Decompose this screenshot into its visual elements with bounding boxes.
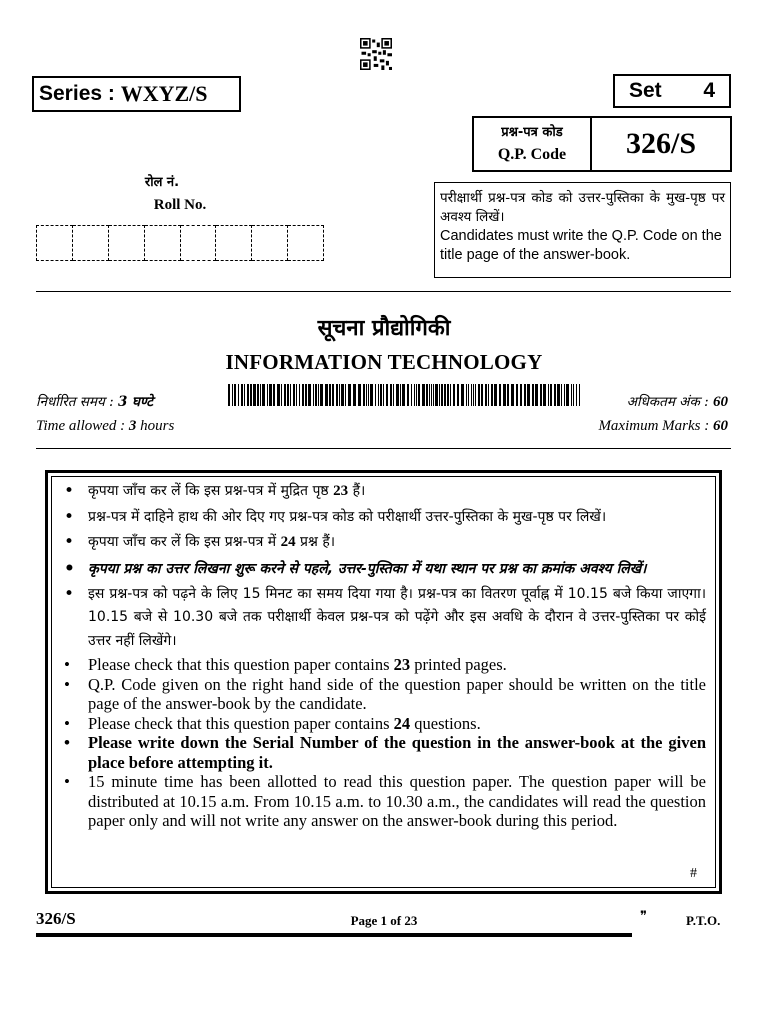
instruction-text: Please check that this question paper contains [88,655,394,674]
time-en-unit: hours [136,418,175,434]
time-en-label: Time allowed : [36,418,129,434]
marks-hi-value: 60 [713,394,728,410]
time-allowed-english [36,418,174,435]
candidate-instruction-box [434,182,731,278]
set-label: Set [629,79,662,102]
instruction-item [60,506,706,530]
qp-code-box [472,116,732,172]
set-box [613,74,731,108]
roll-number-grid [36,225,324,261]
time-hi-label: निर्धारित समय : [36,394,118,410]
roll-cell[interactable] [216,225,252,261]
max-marks-english [598,418,728,435]
instruction-text: कृपया जाँच कर लें कि इस प्रश्न-पत्र में [88,534,281,550]
instruction-item [60,675,706,714]
barcode-icon [228,384,580,406]
instruction-text: प्रश्न हैं। [295,534,336,550]
roll-label-english: Roll No. [153,197,207,213]
instruction-text: Please check that this question paper contains [88,713,394,733]
time-allowed-hindi [36,392,153,410]
marks-hi-label: अधिकतम अंक : [626,394,713,410]
qr-code-icon [360,38,392,70]
roll-label-hindi: रोल नं. [144,175,180,190]
qp-code-label-english: Q.P. Code [497,146,567,163]
instruction-english: Candidates must write the Q.P. Code on the title page of the answer-book. [440,228,722,263]
instruction-text: 15 minute time has been allotted to read this question paper. The question paper will be distributed at 10.15 a.m. From 10.15 a.m. to 10.30 a.m., the candidates will read the question paper only and will not write any answer on the answer-book during this period. [88,772,706,830]
instruction-text: printed pages. [410,655,507,674]
series-label: Series : [39,82,115,105]
max-marks-hindi [627,392,728,411]
instruction-item [60,714,706,734]
instruction-number: 23 [333,483,349,499]
divider [36,291,731,292]
roll-cell[interactable] [145,225,181,261]
roll-cell[interactable] [181,225,217,261]
roll-cell[interactable] [73,225,109,261]
qp-code-label-hindi: प्रश्न-पत्र कोड [501,125,563,140]
instruction-text: कृपया प्रश्न का उत्तर लिखना शुरू करने से पहले, उत्तर-पुस्तिका में यथा स्थान पर प्रश्न का क्रमांक अवश्य लिखें। [88,560,647,577]
footer-rule [36,933,632,937]
instruction-text: कृपया जाँच कर लें कि इस प्रश्न-पत्र में मुद्रित पृष्ठ [88,483,334,499]
marks-en-value: 60 [713,418,728,434]
instruction-text: इस प्रश्न-पत्र को पढ़ने के लिए 15 मिनट का समय दिया गया है। प्रश्न-पत्र का वितरण पूर्वाह्न में 10.15 बजे किया जाएगा। 10.15 बजे से 10.30 बजे तक परीक्षार्थी केवल प्रश्न-पत्र को पढ़ेंगे और इस अवधि के दौरान वे उत्तर-पुस्तिका पर कोई उत्तर नहीं लिखेंगे। [88,585,706,649]
roll-cell[interactable] [252,225,288,261]
subject-title-english: INFORMATION TECHNOLOGY [225,350,543,374]
subject-title-hindi: सूचना प्रौद्योगिकी [317,316,451,341]
marks-en-label: Maximum Marks : [598,418,713,434]
page-number: Page 1 of 23 [350,913,418,928]
instruction-item [60,531,706,555]
instruction-item [60,655,706,675]
set-value: 4 [703,79,715,102]
quote-mark-icon: ❞ [640,908,647,923]
instruction-number: 24 [393,713,411,733]
instruction-item [60,583,706,654]
footer-code: 326/S [36,909,76,928]
roll-cell[interactable] [109,225,145,261]
instruction-hindi: परीक्षार्थी प्रश्न-पत्र कोड को उत्तर-पुस्तिका के मुख-पृष्ठ पर अवश्य लिखें। [440,190,725,225]
instruction-text: Q.P. Code given on the right hand side of the question paper should be written on the title page of the answer-book by the candidate. [88,674,706,713]
instruction-item [60,733,706,772]
time-hi-value: 3 घण्टे [117,394,154,410]
instruction-number: 24 [280,534,296,550]
instructions-list [60,480,706,831]
instruction-text: हैं। [348,483,366,499]
roll-cell[interactable] [36,225,73,261]
instruction-item [60,480,706,504]
instruction-text: प्रश्न-पत्र में दाहिने हाथ की ओर दिए गए प्रश्न-पत्र कोड को परीक्षार्थी उत्तर-पुस्तिका के मुख-पृष्ठ पर लिखें। [88,508,607,525]
divider [36,448,731,449]
instruction-item [60,772,706,831]
instruction-item [60,557,706,581]
roll-cell[interactable] [288,225,324,261]
instruction-text: Please write down the Serial Number of the question in the answer-book at the given place before attempting it. [88,733,706,772]
series-value: WXYZ/S [120,81,208,106]
series-box [32,76,241,112]
hash-mark: # [690,866,697,881]
instruction-text: questions. [410,713,481,733]
instruction-number: 23 [393,655,411,674]
time-en-value: 3 [128,418,137,434]
pto-label: P.T.O. [686,913,721,928]
qp-code-labels [474,118,592,170]
qp-code-value: 326/S [625,127,697,160]
